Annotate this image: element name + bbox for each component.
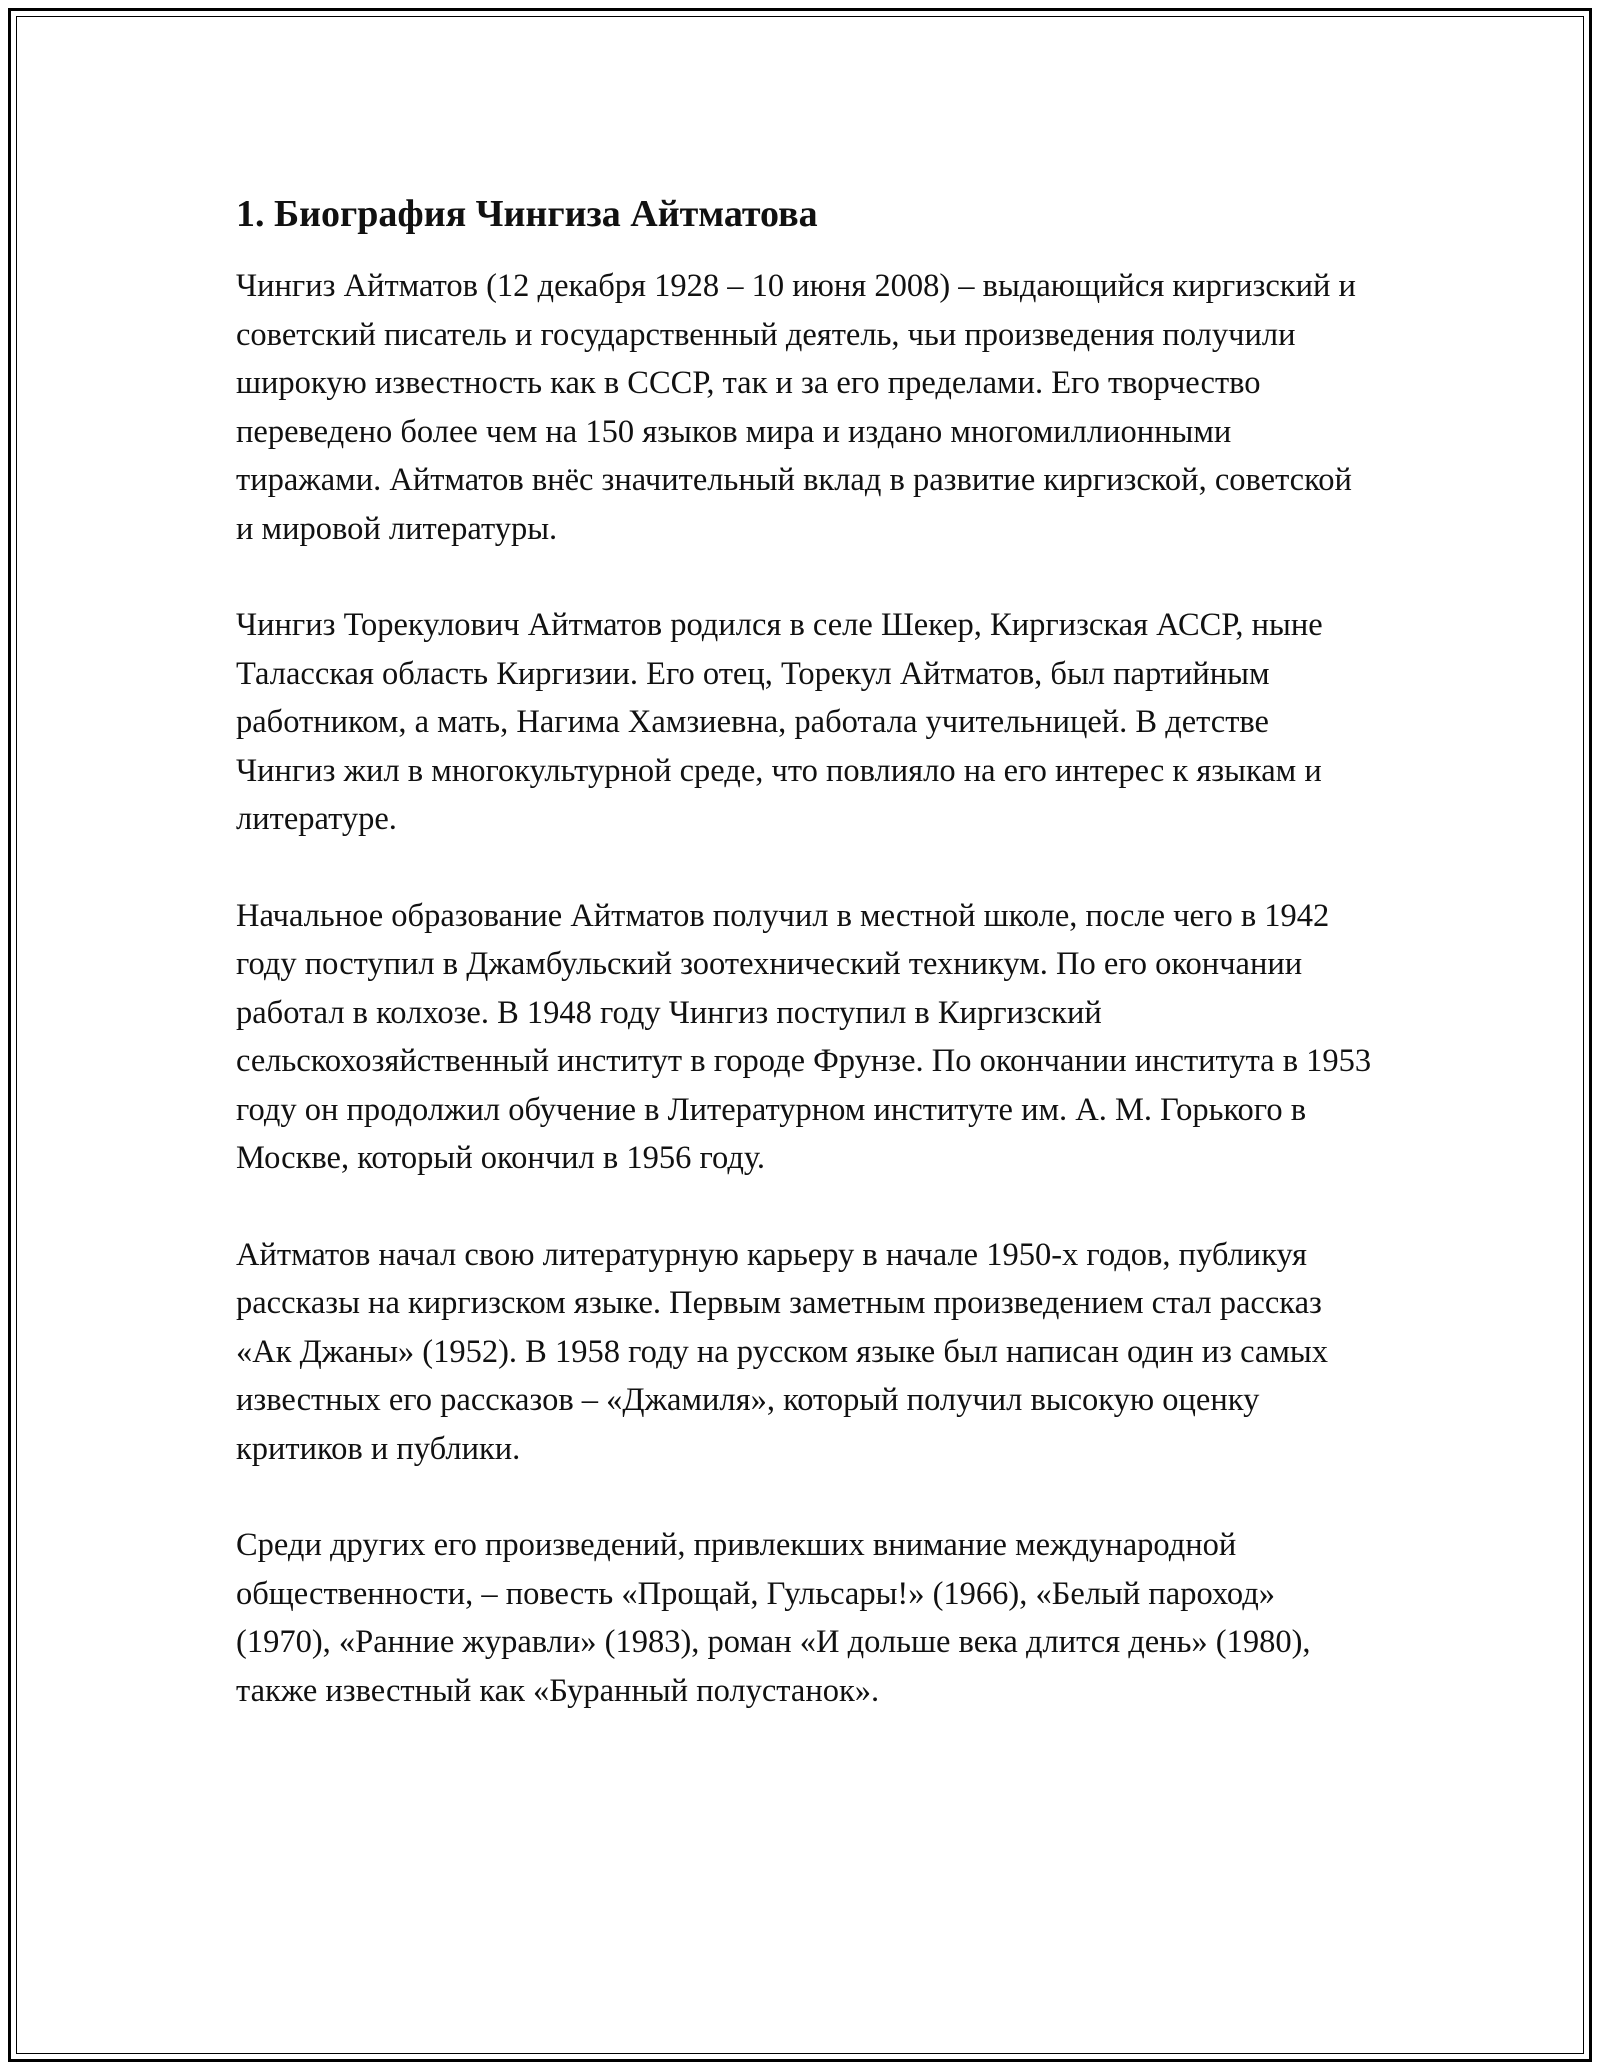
paragraph-other-works: Среди других его произведений, привлекших внимание международной общественности, – повесть «Прощай, Гульсары!» (1966), «Белый пароход» (1970), «Ранние журавли» (1983), роман «И дольше века длится день» (1980), также известный как «Буранный полустанок».	[236, 1527, 1311, 1709]
document-body	[236, 188, 1376, 1763]
paragraph-career-start: Айтматов начал свою литературную карьеру в начале 1950-х годов, публикуя рассказы на киргизском языке. Первым заметным произведением стал рассказ «Ак Джаны» (1952). В 1958 году на русском языке был написан один из самых известных его рассказов – «Джамиля», который получил высокую оценку критиков и публики.	[236, 1236, 1329, 1467]
paragraph-intro: Чингиз Айтматов (12 декабря 1928 – 10 июня 2008) – выдающийся киргизский и советский писатель и государственный деятель, чьи произведения получили широкую известность как в СССР, так и за его пределами. Его творчество переведено более чем на 150 языков мира и издано многомиллионными тиражами. Айтматов внёс значительный вклад в развитие киргизской, советской и мировой литературы.	[236, 268, 1356, 547]
paragraph-early-life: Чингиз Торекулович Айтматов родился в селе Шекер, Киргизская АССР, ныне Таласская область Киргизии. Его отец, Торекул Айтматов, был партийным работником, а мать, Нагима Хамзиевна, работала учительницей. В детстве Чингиз жил в многокультурной среде, что повлияло на его интерес к языкам и литературе.	[236, 607, 1323, 837]
section-title: 1. Биография Чингиза Айтматова	[236, 193, 818, 235]
paragraph-education: Начальное образование Айтматов получил в местной школе, после чего в 1942 году поступил в Джамбульский зоотехнический техникум. По его окончании работал в колхозе. В 1948 году Чингиз поступил в Киргизский сельскохозяйственный институт в городе Фрунзе. По окончании института в 1953 году он продолжил обучение в Литературном институте им. А. М. Горького в Москве, который окончил в 1956 году.	[236, 897, 1372, 1176]
